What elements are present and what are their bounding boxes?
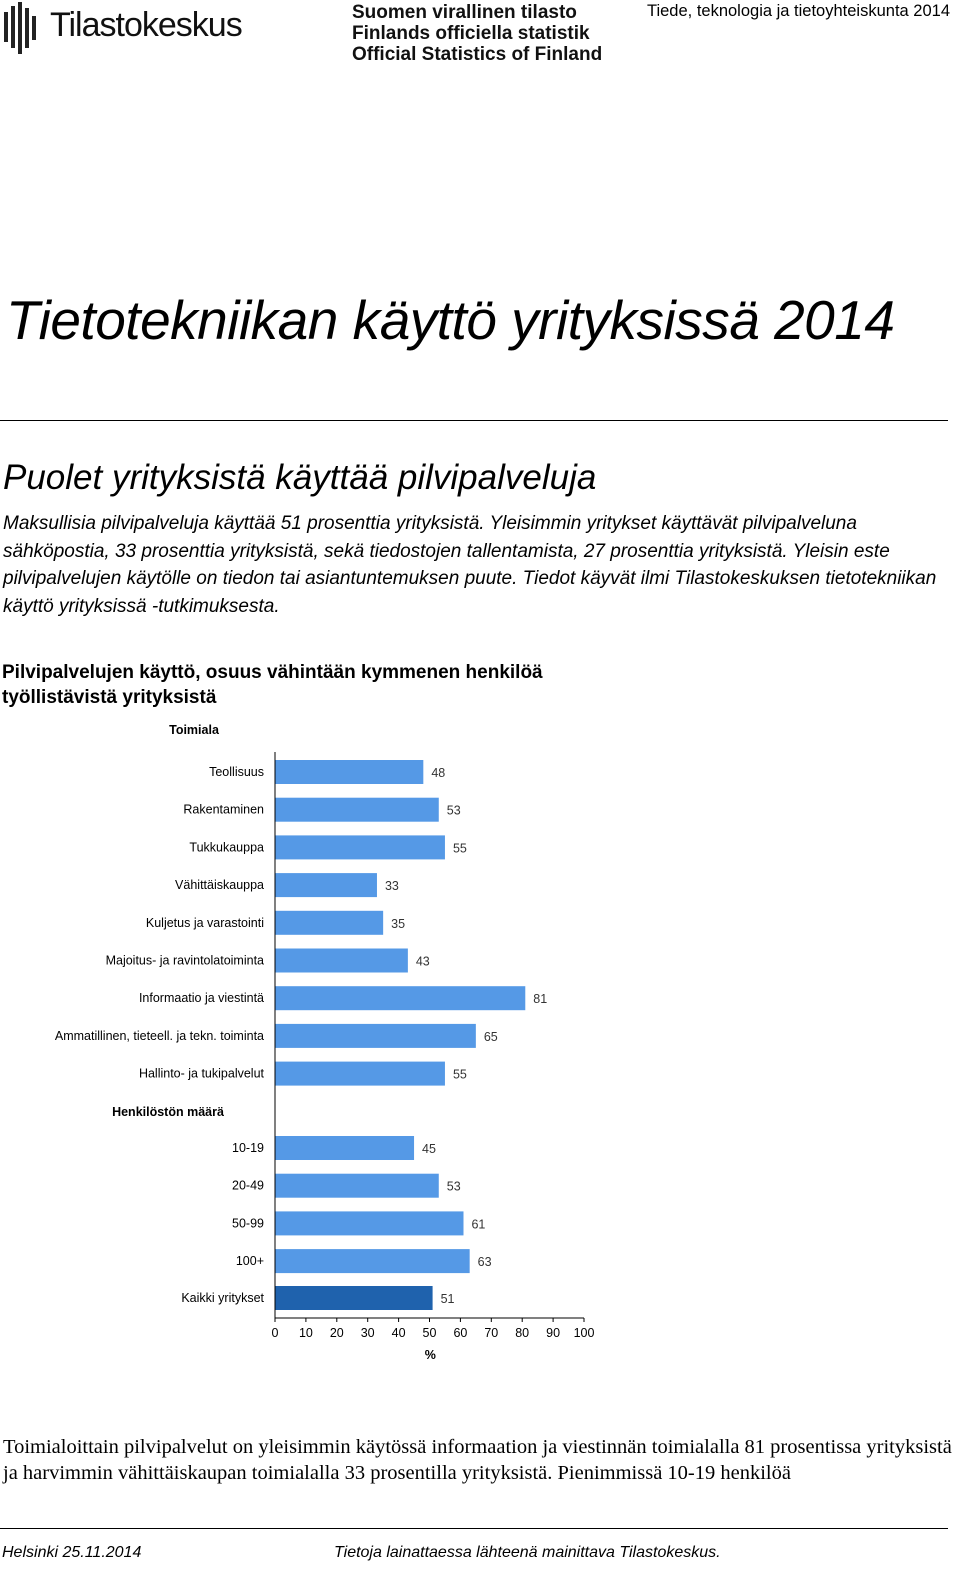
x-tick-label: 0 — [271, 1326, 279, 1340]
data-label: 53 — [446, 803, 461, 818]
logo-wordmark: Tilastokeskus — [50, 6, 242, 44]
footer-divider — [0, 1528, 948, 1529]
data-label: 35 — [391, 916, 406, 931]
bar — [275, 1249, 470, 1273]
x-tick-label: 70 — [484, 1326, 499, 1340]
data-label: 51 — [440, 1292, 455, 1306]
x-tick-label: 80 — [515, 1326, 530, 1340]
category-label: Ammatillinen, tieteell. ja tekn. toiminta — [54, 1028, 264, 1043]
category-label: Hallinto- ja tukipalvelut — [138, 1066, 264, 1081]
group-label: Henkilöstön määrä — [112, 1105, 224, 1119]
category-label: 20-49 — [232, 1178, 264, 1193]
x-tick-label: 100 — [573, 1326, 595, 1340]
bar — [275, 1174, 439, 1198]
bar — [275, 1211, 463, 1235]
group-label: Toimiala — [169, 723, 219, 737]
category-label: 100+ — [235, 1254, 264, 1269]
bar — [275, 1024, 476, 1048]
body-paragraph: Toimialoittain pilvipalvelut on yleisimmin käytössä informaation ja viestinnän toimialalla 81 prosentissa yrityksistä ja harvimmin vähittäiskaupan toimialalla 33 prosentilla yrityksistä. Pienimmissä 10-19 henkilöä — [3, 1436, 952, 1484]
official-line-fi: Suomen virallinen tilasto — [352, 2, 577, 23]
series-label: Tiede, teknologia ja tietoyhteiskunta 2014 — [646, 2, 950, 20]
bar — [275, 1136, 414, 1160]
cloud-services-bar-chart — [0, 720, 620, 1380]
x-tick-label: 50 — [422, 1326, 437, 1340]
data-label: 61 — [471, 1217, 486, 1232]
data-label: 63 — [477, 1255, 492, 1270]
title-divider — [0, 420, 948, 421]
bar — [275, 1062, 445, 1086]
data-label: 81 — [533, 992, 548, 1007]
page-title: Tietotekniikan käyttö yrityksissä 2014 — [6, 289, 895, 351]
data-label: 48 — [431, 766, 446, 780]
x-tick-label: 40 — [391, 1326, 406, 1340]
category-label: Kuljetus ja varastointi — [145, 915, 264, 930]
lead-paragraph: Maksullisia pilvipalveluja käyttää 51 prosenttia yrityksistä. Yleisimmin yritykset käyttävät pilvipalveluna sähköpostia, 33 prosenttia yrityksistä, sekä tiedostojen tallentamista, 27 prosenttia yrityksistä. Yleisin este pilvipalvelujen käytölle on tiedon tai asiantuntemuksen puute. Tiedot käyvät ilmi Tilastokeskuksen tietotekniikan käyttö yrityksissä -tutkimuksesta. — [3, 513, 937, 617]
category-label: Teollisuus — [209, 765, 264, 779]
bar — [275, 873, 377, 897]
official-line-en: Official Statistics of Finland — [352, 44, 603, 65]
section-heading: Puolet yrityksistä käyttää pilvipalveluja — [3, 458, 597, 497]
category-label: Rakentaminen — [183, 802, 264, 817]
x-tick-label: 10 — [298, 1326, 313, 1340]
citation-note: Tietoja lainattaessa lähteenä mainittava Tilastokeskus. — [334, 1544, 721, 1561]
data-label: 43 — [415, 954, 430, 969]
x-axis-title: % — [424, 1348, 436, 1362]
bar — [275, 949, 408, 973]
tilastokeskus-logo-icon — [2, 2, 42, 54]
data-label: 33 — [384, 879, 399, 894]
official-statistics-label — [352, 2, 602, 65]
publication-date: Helsinki 25.11.2014 — [2, 1544, 142, 1561]
category-label: Informaatio ja viestintä — [138, 991, 264, 1006]
category-label: Vähittäiskauppa — [175, 878, 264, 893]
category-label: 10-19 — [232, 1141, 264, 1155]
bar — [275, 835, 445, 859]
x-tick-label: 90 — [546, 1326, 561, 1340]
data-label: 45 — [422, 1142, 436, 1156]
official-line-sv: Finlands officiella statistik — [352, 23, 590, 44]
bar — [275, 760, 423, 784]
bar — [275, 1286, 433, 1310]
x-tick-label: 20 — [329, 1326, 344, 1340]
data-label: 53 — [446, 1179, 461, 1194]
category-label: 50-99 — [232, 1216, 264, 1231]
x-tick-label: 60 — [453, 1326, 468, 1340]
bar — [275, 911, 383, 935]
category-label: Tukkukauppa — [189, 840, 264, 855]
category-label: Kaikki yritykset — [181, 1291, 264, 1305]
data-label: 55 — [452, 1067, 467, 1082]
data-label: 55 — [452, 841, 467, 856]
chart-title: Pilvipalvelujen käyttö, osuus vähintään kymmenen henkilöä työllistävistä yrityksistä — [2, 662, 543, 708]
bar — [275, 986, 525, 1010]
bar — [275, 798, 439, 822]
x-tick-label: 30 — [360, 1326, 375, 1340]
category-label: Majoitus- ja ravintolatoiminta — [105, 953, 264, 968]
data-label: 65 — [483, 1029, 498, 1044]
